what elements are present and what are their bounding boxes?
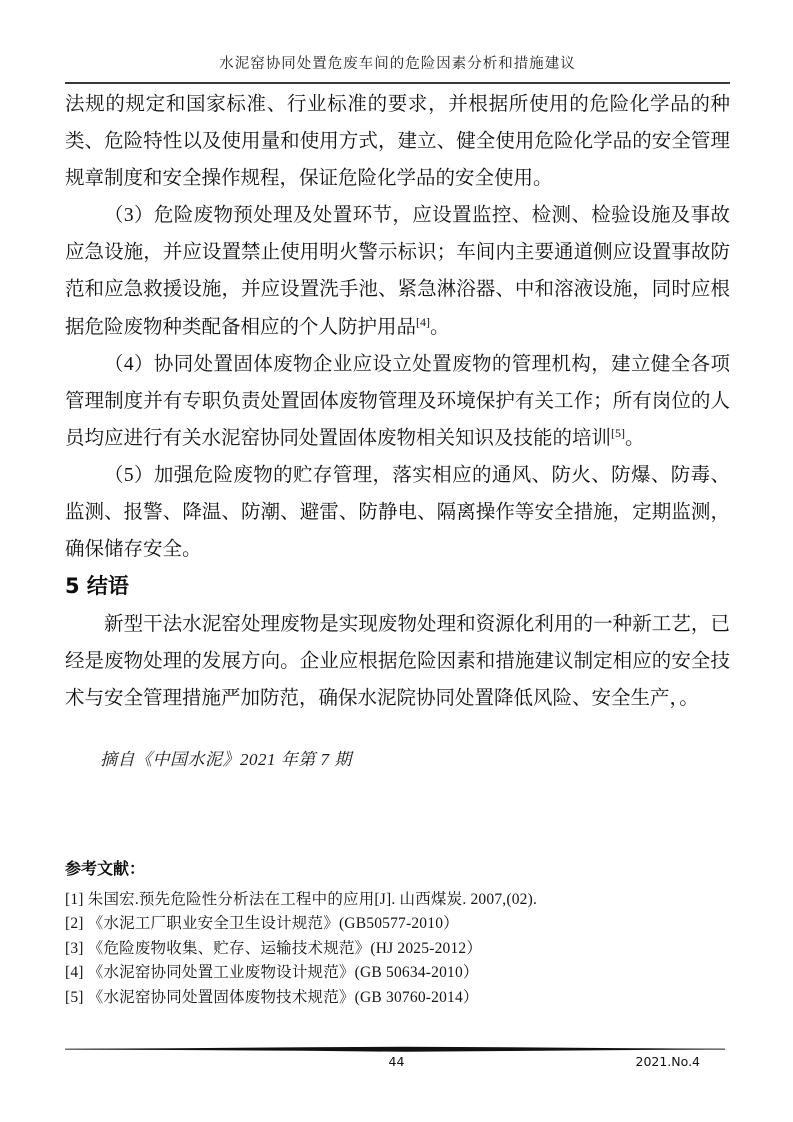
footer-tapered-rule — [65, 1046, 725, 1053]
paragraph-item-3-text: （3）危险废物预处理及处置环节，应设置监控、检测、检验设施及事故应急设施，并应设置禁止使用明火警示标识；车间内主要通道侧应设置事故防范和应急救援设施，并应设置洗手池、紧急淋浴器、中和溶液设施，同时应根据危险废物种类配备相应的个人防护用品 — [65, 205, 730, 338]
page-number: 44 — [388, 1054, 405, 1069]
paragraph-continuation: 法规的规定和国家标准、行业标准的要求，并根据所使用的危险化学品的种类、危险特性以及使用量和使用方式，建立、健全使用危险化学品的安全管理规章制度和安全操作规程，保证危险化学品的安全使用。 — [65, 94, 730, 190]
reference-item-5: [5] 《水泥窑协同处置固体废物技术规范》(GB 30760-2014） — [65, 988, 479, 1006]
paragraph-item-4 — [65, 346, 730, 457]
reference-item-2: [2] 《水泥工厂职业安全卫生设计规范》(GB50577-2010） — [65, 915, 459, 933]
references-section — [65, 856, 730, 1011]
conclusion-block — [65, 606, 730, 717]
reference-item-4: [4] 《水泥窑协同处置工业废物设计规范》(GB 50634-2010） — [65, 964, 479, 982]
issue-number: 2021.No.4 — [635, 1054, 700, 1069]
running-header-title: 水泥窑协同处置危废车间的危险因素分析和措施建议 — [219, 56, 576, 72]
references-heading: 参考文献： — [65, 858, 146, 878]
footer-row — [65, 1054, 728, 1072]
paragraph-item-3 — [65, 197, 730, 345]
body-text — [65, 86, 730, 568]
paragraph-item-5: （5）加强危险废物的贮存管理，落实相应的通风、防火、防爆、防毒、监测、报警、降温、防潮、避雷、防静电、隔离操作等安全措施，定期监测，确保储存安全。 — [65, 464, 730, 561]
paragraph-item-4-text: （4）协同处置固体废物企业应设立处置废物的管理机构，建立健全各项管理制度并有专职负责处置固体废物管理及环境保护有关工作；所有岗位的人员均应进行有关水泥窑协同处置固体废物相关知识及技能的培训 — [65, 353, 730, 449]
citation-superscript-4: [4] — [416, 314, 431, 329]
source-note: 摘自《中国水泥》2021 年第 7 期 — [100, 749, 352, 769]
reference-item-1: [1] 朱国宏.预先危险性分析法在工程中的应用[J]. 山西煤炭. 2007,(02). — [65, 890, 538, 908]
section-heading-conclusion: 5 结语 — [65, 574, 129, 599]
header-rule — [65, 82, 730, 84]
paragraph-item-4-tail: 。 — [625, 427, 645, 449]
reference-item-3: [3] 《危险废物收集、贮存、运输技术规范》(HJ 2025-2012） — [65, 939, 483, 957]
page-content — [65, 54, 730, 1010]
paragraph-item-3-tail: 。 — [430, 316, 450, 338]
page-footer — [65, 1046, 728, 1072]
citation-superscript-5: [5] — [611, 425, 626, 440]
conclusion-paragraph: 新型干法水泥窑处理废物是实现废物处理和资源化利用的一种新工艺，已经是废物处理的发展方向。企业应根据危险因素和措施建议制定相应的安全技术与安全管理措施严加防范，确保水泥院协同处置降低风险、安全生产，。 — [65, 614, 730, 710]
